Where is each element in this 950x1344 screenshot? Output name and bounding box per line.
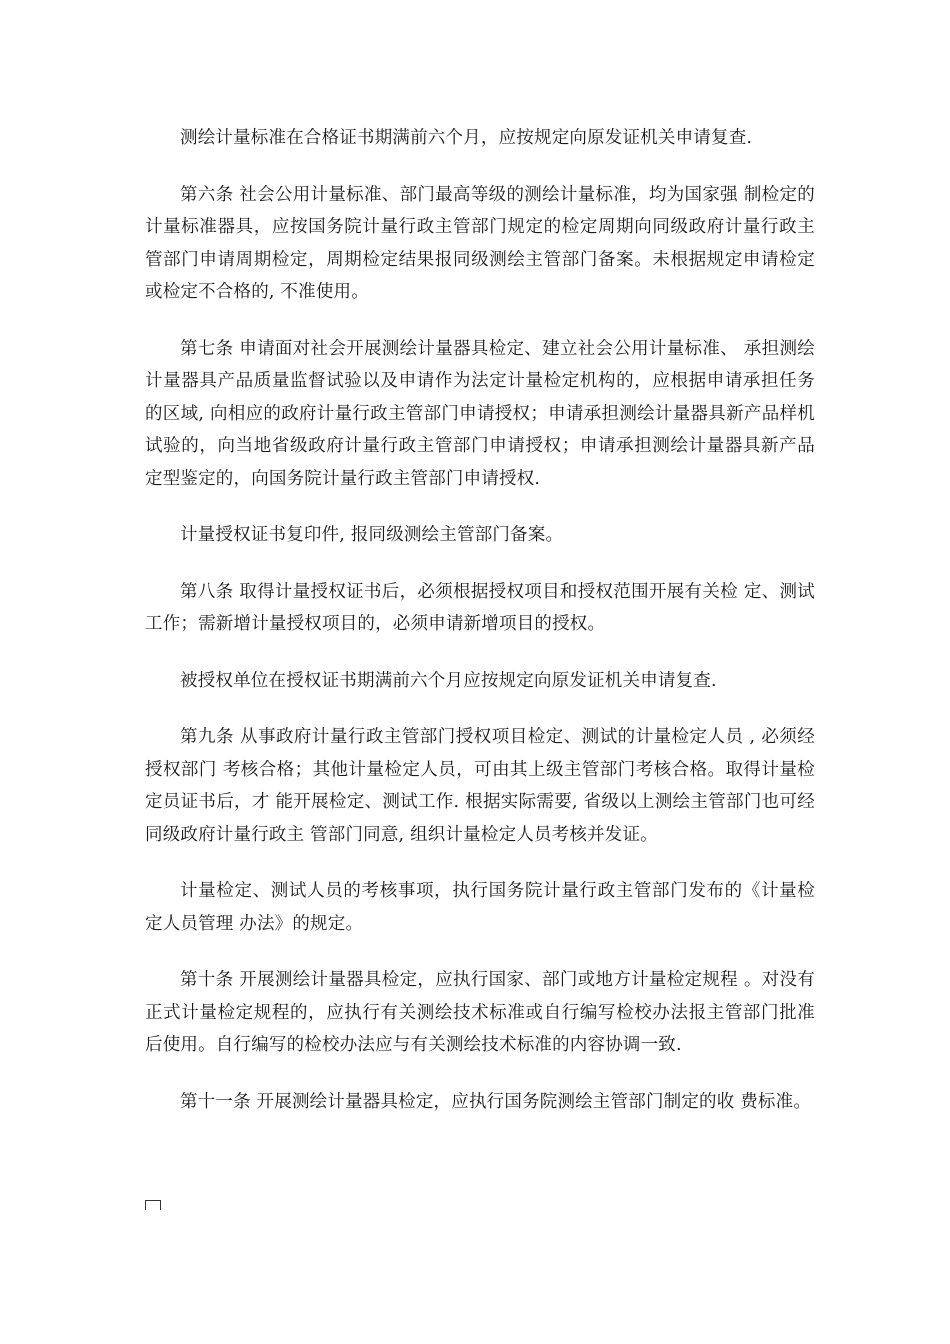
page-break-mark <box>145 1200 161 1210</box>
paragraph-article-7: 第七条 申请面对社会开展测绘计量器具检定、建立社会公用计量标准、 承担测绘计量器具产品质量监督试验以及申请作为法定计量检定机构的，应根据申请承担任务的区域, 向相应的政府计量行政主管部门申请授权；申请承担测绘计量器具新产品样机试验的，向当地省级政府计量行政主管部门申请授权；申请承担测绘计量器具新产品定型鉴定的，向国务院计量行政主管部门申请授权. <box>145 338 815 489</box>
paragraph-authorized-review: 被授权单位在授权证书期满前六个月应按规定向原发证机关申请复查. <box>180 670 717 691</box>
paragraph-personnel-assessment: 计量检定、测试人员的考核事项，执行国务院计量行政主管部门发布的《计量检定人员管理 办法》的规定。 <box>145 881 815 934</box>
paragraph-article-8: 第八条 取得计量授权证书后，必须根据授权项目和授权范围开展有关检 定、测试工作；需新增计量授权项目的，必须申请新增项目的授权。 <box>145 581 815 634</box>
paragraph-article-6: 第六条 社会公用计量标准、部门最高等级的测绘计量标准，均为国家强 制检定的计量标准器具，应按国务院计量行政主管部门规定的检定周期向同级政府计量行政主管部门申请周期检定，周期检定结果报同级测绘主管部门备案。未根据规定申请检定或检定不合格的, 不准使用。 <box>145 184 815 302</box>
document-body <box>145 122 815 1118</box>
paragraph-authorization-copy: 计量授权证书复印件, 报同级测绘主管部门备案。 <box>180 525 564 545</box>
paragraph-article-10: 第十条 开展测绘计量器具检定，应执行国家、部门或地方计量检定规程 。对没有正式计量检定规程的，应执行有关测绘技术标准或自行编写检校办法报主管部门批准后使用。自行编写的检校办法应与有关测绘技术标准的内容协调一致. <box>145 970 815 1055</box>
paragraph-article-9: 第九条 从事政府计量行政主管部门授权项目检定、测试的计量检定人员 , 必须经授权部门 考核合格；其他计量检定人员，可由其上级主管部门考核合格。取得计量检定员证书后，才 能开展检定、测试工作. 根据实际需要, 省级以上测绘主管部门也可经同级政府计量行政主 管部门同意, 组织计量检定人员考核并发证。 <box>145 727 815 845</box>
paragraph-review-standard: 测绘计量标准在合格证书期满前六个月，应按规定向原发证机关申请复查. <box>180 128 753 148</box>
paragraph-article-11: 第十一条 开展测绘计量器具检定，应执行国务院测绘主管部门制定的收 费标准。 <box>180 1091 812 1112</box>
